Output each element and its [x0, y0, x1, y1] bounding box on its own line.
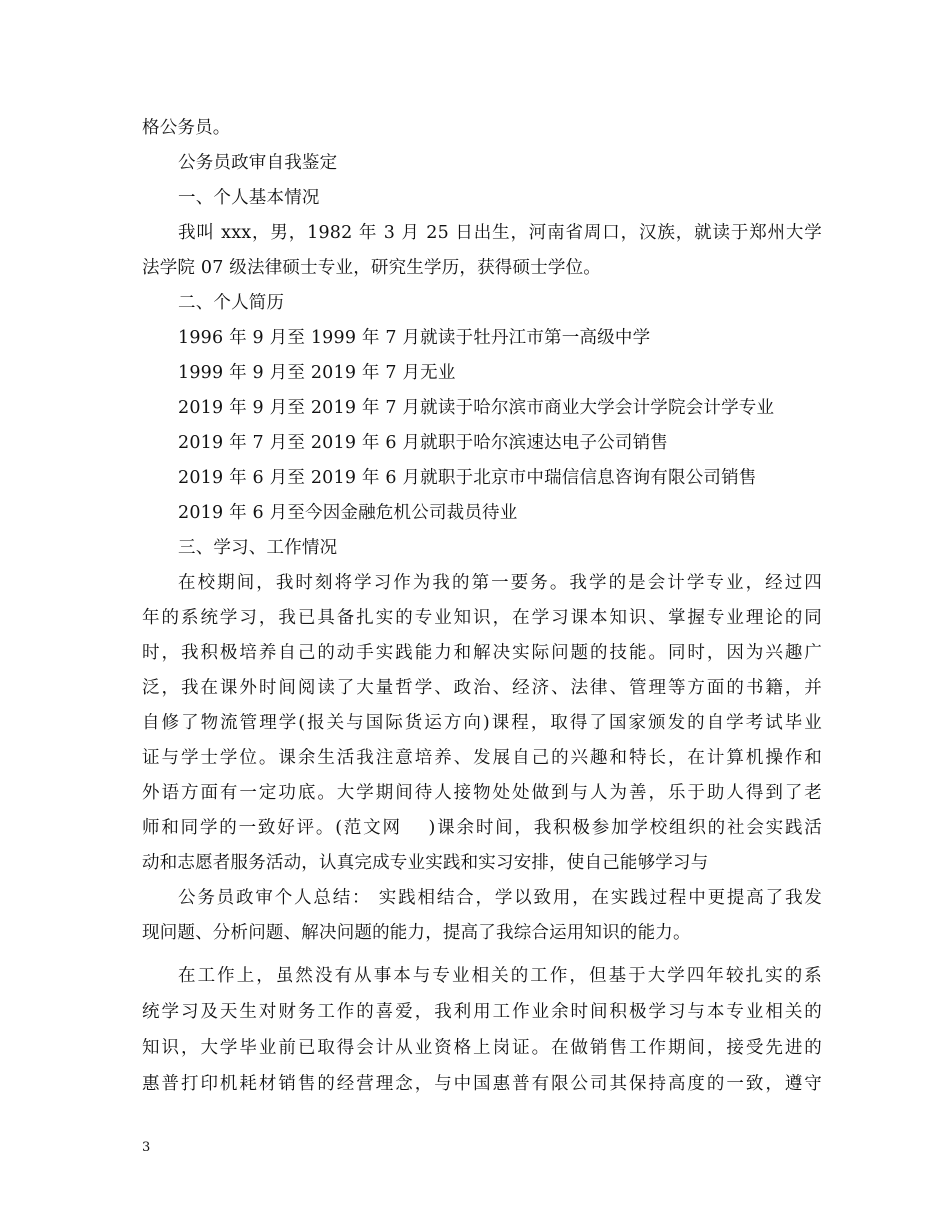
text-line: 师和同学的一致好评。(范文网 )课余时间，我积极参加学校组织的社会实践活 [142, 818, 822, 838]
section-heading: 二、个人简历 [178, 293, 285, 313]
text-line: 惠普打印机耗材销售的经营理念，与中国惠普有限公司其保持高度的一致，遵守 [142, 1074, 822, 1094]
text-line: 外语方面有一定功底。大学期间待人接物处处做到与人为善，乐于助人得到了老 [142, 783, 822, 803]
page-number: 3 [142, 1140, 151, 1155]
text-line: 统学习及天生对财务工作的喜爱，我利用工作业余时间积极学习与本专业相关的 [142, 1002, 822, 1022]
section-heading: 一、个人基本情况 [178, 188, 320, 208]
resume-entry: 2019 年 6 月至今因金融危机公司裁员待业 [178, 503, 518, 523]
resume-entry: 1999 年 9 月至 2019 年 7 月无业 [178, 363, 456, 383]
resume-entry: 2019 年 6 月至 2019 年 6 月就职于北京市中瑞信信息咨询有限公司销售 [178, 468, 757, 488]
section-heading: 三、学习、工作情况 [178, 538, 338, 558]
section-title: 公务员政审自我鉴定 [178, 153, 338, 173]
text-line: 公务员政审个人总结： 实践相结合，学以致用，在实践过程中更提高了我发 [178, 888, 822, 908]
text-line: 格公务员。 [142, 118, 231, 138]
resume-entry: 2019 年 7 月至 2019 年 6 月就职于哈尔滨速达电子公司销售 [178, 433, 668, 453]
text-line: 现问题、分析问题、解决问题的能力，提高了我综合运用知识的能力。 [142, 923, 691, 943]
text-line: 知识，大学毕业前已取得会计从业资格上岗证。在做销售工作期间，接受先进的 [142, 1038, 822, 1058]
text-line: 时，我积极培养自己的动手实践能力和解决实际问题的技能。同时，因为兴趣广 [142, 643, 822, 663]
resume-entry: 1996 年 9 月至 1999 年 7 月就读于牡丹江市第一高级中学 [178, 328, 651, 348]
text-line: 年的系统学习，我已具备扎实的专业知识，在学习课本知识、掌握专业理论的同 [142, 608, 822, 628]
text-line: 动和志愿者服务活动，认真完成专业实践和实习安排，使自己能够学习与 [142, 853, 709, 873]
text-line: 自修了物流管理学(报关与国际货运方向)课程，取得了国家颁发的自学考试毕业 [142, 713, 822, 733]
text-line: 我叫 xxx，男，1982 年 3 月 25 日出生，河南省周口，汉族，就读于郑州大学 [178, 223, 822, 243]
text-line: 在工作上，虽然没有从事本与专业相关的工作，但基于大学四年较扎实的系 [178, 966, 822, 986]
text-line: 在校期间，我时刻将学习作为我的第一要务。我学的是会计学专业，经过四 [178, 573, 822, 593]
text-line: 证与学士学位。课余生活我注意培养、发展自己的兴趣和特长，在计算机操作和 [142, 748, 822, 768]
text-line: 泛，我在课外时间阅读了大量哲学、政治、经济、法律、管理等方面的书籍，并 [142, 678, 822, 698]
text-line: 法学院 07 级法律硕士专业，研究生学历，获得硕士学位。 [142, 258, 601, 278]
resume-entry: 2019 年 9 月至 2019 年 7 月就读于哈尔滨市商业大学会计学院会计学专业 [178, 398, 775, 418]
